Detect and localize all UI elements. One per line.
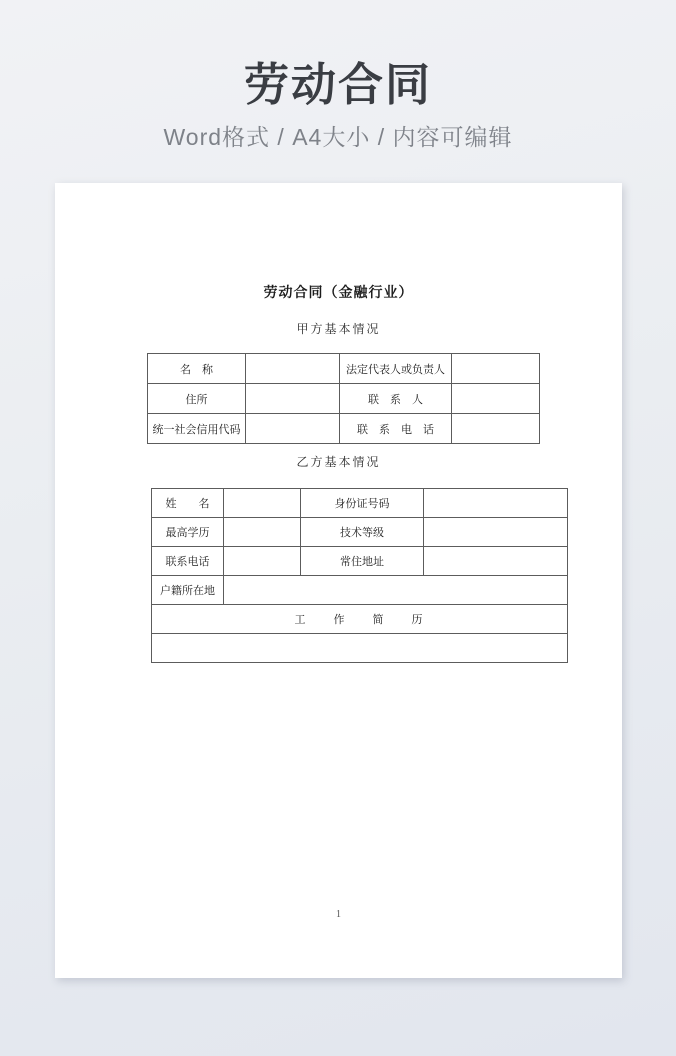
party-a-heading: 甲方基本情况 bbox=[296, 322, 381, 336]
address-value-cell[interactable] bbox=[246, 384, 340, 414]
party-a-table bbox=[147, 353, 540, 444]
legal-representative-value-cell[interactable] bbox=[452, 354, 540, 384]
table-row bbox=[148, 414, 540, 444]
residence-address-value-cell[interactable] bbox=[424, 547, 568, 576]
table-row bbox=[152, 605, 568, 634]
skill-level-label: 技术等级 bbox=[301, 518, 424, 547]
document-title: 劳动合同（金融行业） bbox=[263, 286, 414, 301]
contact-person-label: 联 系 人 bbox=[340, 384, 452, 414]
residence-address-label: 常住地址 bbox=[301, 547, 424, 576]
table-row bbox=[152, 634, 568, 663]
phone-value-cell[interactable] bbox=[224, 547, 301, 576]
table-row bbox=[152, 489, 568, 518]
household-registration-value-cell[interactable] bbox=[224, 576, 568, 605]
party-b-heading: 乙方基本情况 bbox=[296, 455, 381, 469]
education-value-cell[interactable] bbox=[224, 518, 301, 547]
table-row bbox=[148, 384, 540, 414]
template-title: 劳动合同 bbox=[243, 59, 432, 110]
full-name-value-cell[interactable] bbox=[224, 489, 301, 518]
legal-representative-label: 法定代表人或负责人 bbox=[340, 354, 452, 384]
education-label: 最高学历 bbox=[152, 518, 224, 547]
credit-code-label: 统一社会信用代码 bbox=[148, 414, 246, 444]
document-page bbox=[55, 183, 622, 978]
party-b-table bbox=[151, 488, 568, 663]
template-header bbox=[0, 0, 676, 152]
name-label: 名 称 bbox=[148, 354, 246, 384]
work-history-heading: 工 作 简 历 bbox=[152, 605, 568, 634]
skill-level-value-cell[interactable] bbox=[424, 518, 568, 547]
full-name-label: 姓 名 bbox=[152, 489, 224, 518]
name-value-cell[interactable] bbox=[246, 354, 340, 384]
contact-person-value-cell[interactable] bbox=[452, 384, 540, 414]
template-subtitle: Word格式 / A4大小 / 内容可编辑 bbox=[163, 123, 513, 150]
id-number-value-cell[interactable] bbox=[424, 489, 568, 518]
phone-label: 联系电话 bbox=[152, 547, 224, 576]
table-row bbox=[152, 547, 568, 576]
table-row bbox=[148, 354, 540, 384]
household-registration-label: 户籍所在地 bbox=[152, 576, 224, 605]
credit-code-value-cell[interactable] bbox=[246, 414, 340, 444]
page-number: 1 bbox=[336, 909, 341, 920]
table-row bbox=[152, 576, 568, 605]
contact-phone-label: 联 系 电 话 bbox=[340, 414, 452, 444]
id-number-label: 身份证号码 bbox=[301, 489, 424, 518]
work-history-value-cell[interactable] bbox=[152, 634, 568, 663]
contact-phone-value-cell[interactable] bbox=[452, 414, 540, 444]
address-label: 住所 bbox=[148, 384, 246, 414]
table-row bbox=[152, 518, 568, 547]
